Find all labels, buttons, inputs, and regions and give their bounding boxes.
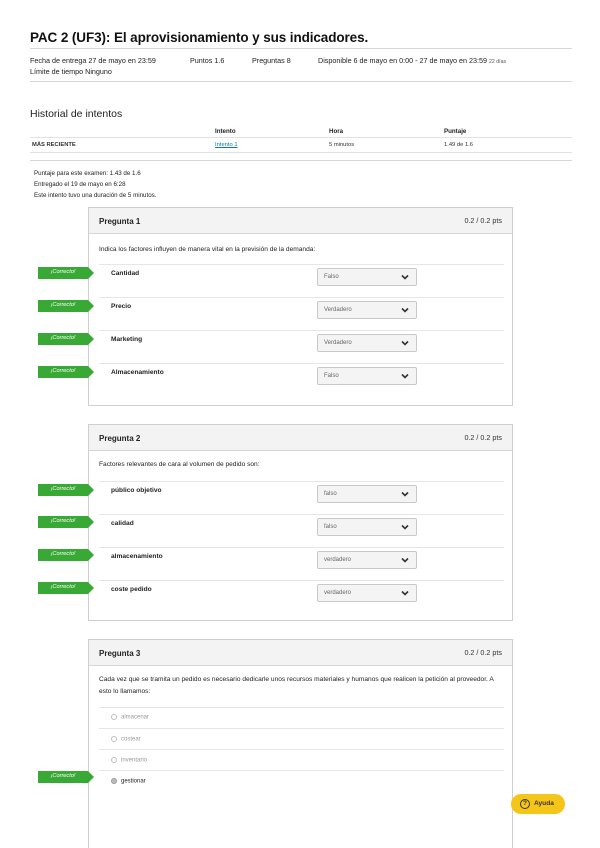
answer-label: Precio	[111, 303, 132, 310]
correct-label: ¡Correcto!	[50, 269, 76, 275]
correct-tag	[38, 333, 94, 345]
question-name: Pregunta 2	[99, 434, 141, 443]
radio-selected-icon	[111, 778, 117, 784]
correct-tag	[38, 300, 94, 312]
answer-label: almacenamiento	[111, 553, 163, 560]
row-divider	[99, 728, 504, 729]
radio-icon	[111, 736, 117, 742]
question-3	[88, 639, 513, 848]
row-divider	[99, 514, 504, 515]
correct-tag	[38, 366, 94, 378]
correct-label: ¡Correcto!	[50, 584, 76, 590]
correct-tag	[38, 484, 94, 496]
question-text: Factores relevantes de cara al volumen de pedido son:	[99, 461, 260, 468]
help-button[interactable]	[511, 794, 565, 814]
question-points: 0.2 / 0.2 pts	[464, 216, 502, 225]
question-text: Cada vez que se tramita un pedido es necesario dedicarle unos recursos materiales y humanos que realicen la petición al proveedor. A esto lo llamamos:	[99, 676, 494, 695]
history-title: Historial de intentos	[30, 108, 123, 120]
title-divider	[30, 48, 572, 49]
chevron-down-icon	[400, 305, 410, 315]
select-value: Falso	[324, 373, 339, 379]
select-value: verdadero	[324, 590, 352, 596]
chevron-down-icon	[400, 555, 410, 565]
history-divider	[30, 160, 572, 161]
history-header-time: Hora	[329, 128, 344, 135]
correct-label: ¡Correcto!	[50, 368, 76, 374]
answer-option[interactable]	[111, 757, 147, 764]
option-label: almacenar	[121, 714, 150, 721]
answer-select[interactable]	[317, 334, 417, 352]
answer-select[interactable]	[317, 268, 417, 286]
row-divider	[99, 547, 504, 548]
page-title: PAC 2 (UF3): El aprovisionamiento y sus indicadores.	[30, 30, 369, 45]
question-header	[89, 640, 512, 666]
row-divider	[99, 580, 504, 581]
row-divider	[99, 297, 504, 298]
due-date: Fecha de entrega 27 de mayo en 23:59	[30, 56, 156, 65]
answer-select[interactable]	[317, 518, 417, 536]
points-total: Puntos 1.6	[190, 56, 225, 65]
availability-text: Disponible 6 de mayo en 0:00 - 27 de mayo en 23:59	[318, 56, 488, 65]
correct-tag	[38, 516, 94, 528]
correct-tag	[38, 771, 94, 783]
select-value: Verdadero	[324, 340, 352, 346]
chevron-down-icon	[400, 338, 410, 348]
row-divider	[99, 770, 504, 771]
meta-divider	[30, 81, 572, 82]
question-text: Indica los factores influyen de manera vital en la previsión de la demanda:	[99, 246, 316, 253]
row-divider	[99, 264, 504, 265]
availability	[318, 56, 506, 65]
answer-select[interactable]	[317, 485, 417, 503]
chevron-down-icon	[400, 272, 410, 282]
question-circle-icon: ?	[520, 799, 530, 809]
chevron-down-icon	[400, 588, 410, 598]
correct-label: ¡Correcto!	[50, 335, 76, 341]
history-header-score: Puntaje	[444, 128, 467, 135]
question-name: Pregunta 3	[99, 649, 141, 658]
answer-label: Cantidad	[111, 270, 140, 277]
select-value: Falso	[324, 274, 339, 280]
availability-days: 22 días	[489, 59, 507, 65]
correct-tag	[38, 267, 94, 279]
answer-select[interactable]	[317, 301, 417, 319]
answer-option[interactable]	[111, 714, 149, 721]
row-divider	[99, 707, 504, 708]
answer-option[interactable]	[111, 736, 141, 743]
time-limit: Límite de tiempo Ninguno	[30, 67, 112, 76]
answer-label: Marketing	[111, 336, 143, 343]
select-value: verdadero	[324, 557, 352, 563]
radio-icon	[111, 757, 117, 763]
history-header-attempt: Intento	[215, 128, 236, 135]
radio-icon	[111, 714, 117, 720]
correct-label: ¡Correcto!	[50, 773, 76, 779]
option-label: gestionar	[121, 778, 146, 785]
correct-tag	[38, 582, 94, 594]
answer-label: coste pedido	[111, 586, 152, 593]
correct-tag	[38, 549, 94, 561]
option-label: inventario	[121, 757, 148, 764]
answer-label: Almacenamiento	[111, 369, 164, 376]
answer-option-selected[interactable]	[111, 778, 146, 785]
select-value: falso	[324, 524, 337, 530]
question-1	[88, 207, 513, 406]
question-2	[88, 424, 513, 621]
option-label: costear	[121, 736, 141, 743]
row-divider	[99, 363, 504, 364]
answer-select[interactable]	[317, 367, 417, 385]
history-row-label: MÁS RECIENTE	[32, 142, 76, 148]
answer-select[interactable]	[317, 551, 417, 569]
history-row	[30, 137, 572, 153]
row-divider	[99, 481, 504, 482]
select-value: Verdadero	[324, 307, 352, 313]
attempt-duration: Este intento tuvo una duración de 5 minutos.	[34, 192, 157, 199]
help-label: Ayuda	[534, 800, 554, 807]
question-header	[89, 425, 512, 451]
correct-label: ¡Correcto!	[50, 302, 76, 308]
chevron-down-icon	[400, 371, 410, 381]
attempt-score: 1.49 de 1.6	[444, 142, 474, 148]
question-points: 0.2 / 0.2 pts	[464, 433, 502, 442]
correct-label: ¡Correcto!	[50, 486, 76, 492]
question-header	[89, 208, 512, 234]
questions-count: Preguntas 8	[252, 56, 291, 65]
submitted-date: Entregado el 19 de mayo en 6:28	[34, 181, 126, 188]
answer-label: público objetivo	[111, 487, 162, 494]
row-divider	[99, 330, 504, 331]
answer-label: calidad	[111, 520, 134, 527]
attempt-link[interactable]: Intento 1	[215, 142, 238, 148]
chevron-down-icon	[400, 489, 410, 499]
select-value: falso	[324, 491, 337, 497]
correct-label: ¡Correcto!	[50, 551, 76, 557]
answer-select[interactable]	[317, 584, 417, 602]
exam-score: Puntaje para este examen: 1.43 de 1.6	[34, 170, 141, 177]
row-divider	[99, 749, 504, 750]
attempt-time: 5 minutos	[329, 142, 355, 148]
correct-label: ¡Correcto!	[50, 518, 76, 524]
question-name: Pregunta 1	[99, 217, 141, 226]
chevron-down-icon	[400, 522, 410, 532]
question-points: 0.2 / 0.2 pts	[464, 648, 502, 657]
